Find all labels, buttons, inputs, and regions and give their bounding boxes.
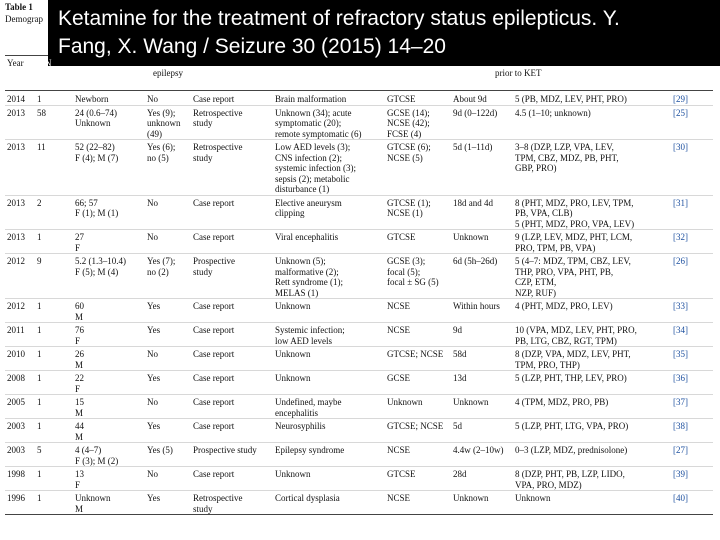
cell-type: GTCSE xyxy=(387,232,416,242)
cell-age: 52 (22–82) F (4); M (7) xyxy=(75,142,119,163)
cell-ref[interactable]: [36] xyxy=(673,373,688,383)
cell-type: GTCSE; NCSE xyxy=(387,421,444,431)
cell-epilepsy: Yes xyxy=(147,301,161,311)
cell-design: Case report xyxy=(193,301,235,311)
cell-epilepsy: No xyxy=(147,349,158,359)
cell-year: 2013 xyxy=(7,107,25,118)
cell-year: 2014 xyxy=(7,94,25,104)
slide-title-line-1: Ketamine for the treatment of refractory status epilepticus. Y. xyxy=(58,7,620,30)
cell-aeds: 8 (DZP, PHT, PB, LZP, LIDO, VPA, PRO, MDZ) xyxy=(515,469,625,490)
cell-aeds: 4 (TPM, MDZ, PRO, PB) xyxy=(515,397,609,407)
cell-etiology: Low AED levels (3); CNS infection (2); systemic infection (3); sepsis (2); metabolic disturbance (1) xyxy=(275,142,356,194)
cell-duration: Unknown xyxy=(453,232,489,242)
table-caption xyxy=(5,1,50,25)
cell-ref[interactable]: [30] xyxy=(673,142,688,152)
cell-duration: Within hours xyxy=(453,301,500,311)
cell-type: GCSE (3); focal (5); focal ± SG (5) xyxy=(387,256,439,287)
cell-age: 60 M xyxy=(75,301,84,322)
table-row xyxy=(5,419,713,443)
cell-type: Unknown xyxy=(387,397,423,407)
cell-type: NCSE xyxy=(387,301,411,311)
cell-age: 5.2 (1.3–10.4) F (5); M (4) xyxy=(75,256,126,277)
table-row xyxy=(5,443,713,467)
table-row xyxy=(5,491,713,515)
cell-age: 4 (4–7) F (3); M (2) xyxy=(75,445,119,466)
cell-etiology: Unknown xyxy=(275,349,311,359)
cell-ref[interactable]: [31] xyxy=(673,197,688,208)
slide-title-line-2: Fang, X. Wang / Seizure 30 (2015) 14–20 xyxy=(58,35,446,58)
cell-duration: 6d (5h–26d) xyxy=(453,256,498,266)
cell-design: Case report xyxy=(193,349,235,359)
cell-age: Unknown M xyxy=(75,493,111,514)
cell-ref[interactable]: [37] xyxy=(673,397,688,407)
table-row xyxy=(5,299,713,323)
cell-age: 26 M xyxy=(75,349,84,370)
cell-etiology: Unknown xyxy=(275,469,311,479)
cell-type: NCSE xyxy=(387,325,411,335)
cell-ref[interactable]: [34] xyxy=(673,325,688,335)
cell-aeds: 5 (LZP, PHT, LTG, VPA, PRO) xyxy=(515,421,629,431)
cell-year: 2013 xyxy=(7,142,25,152)
cell-duration: Unknown xyxy=(453,493,489,503)
table-body xyxy=(5,92,713,515)
cell-epilepsy: No xyxy=(147,232,158,242)
cell-age: 27 F xyxy=(75,232,84,253)
table-row xyxy=(5,347,713,371)
cell-epilepsy: Yes xyxy=(147,373,161,383)
cell-design: Case report xyxy=(193,197,235,208)
cell-aeds: 5 (4–7: MDZ, TPM, CBZ, LEV, THP, PRO, VPA, PHT, PB, CZP, ETM, NZP, RUF) xyxy=(515,256,631,298)
cell-age: 15 M xyxy=(75,397,84,418)
table-caption-text: Demograp xyxy=(5,14,43,24)
cell-design: Case report xyxy=(193,232,235,242)
cell-n: 1 xyxy=(37,493,42,503)
cell-n: 1 xyxy=(37,373,42,383)
cell-aeds: 9 (LZP, LEV, MDZ, PHT, LCM, PRO, TPM, PB, VPA) xyxy=(515,232,633,253)
cell-ref[interactable]: [35] xyxy=(673,349,688,359)
cell-design: Retrospective study xyxy=(193,107,243,128)
cell-n: 1 xyxy=(37,349,42,359)
cell-year: 2003 xyxy=(7,421,25,431)
cell-design: Case report xyxy=(193,373,235,383)
header-prior: prior to KET xyxy=(495,68,542,78)
table-row xyxy=(5,140,713,196)
cell-aeds: 8 (PHT, MDZ, PRO, LEV, TPM, PB, VPA, CLB) 5 (PHT, MDZ, PRO, VPA, LEV) xyxy=(515,197,635,229)
cell-ref[interactable]: [38] xyxy=(673,421,688,431)
header-year: Year xyxy=(7,58,24,68)
cell-etiology: Unknown (34); acute symptomatic (20); remote symptomatic (6) xyxy=(275,107,362,139)
cell-aeds: 4.5 (1–10; unknown) xyxy=(515,107,591,118)
cell-n: 1 xyxy=(37,469,42,479)
cell-age: 76 F xyxy=(75,325,84,346)
cell-n: 1 xyxy=(37,232,42,242)
cell-age: 44 M xyxy=(75,421,84,442)
cell-ref[interactable]: [25] xyxy=(673,107,688,118)
cell-ref[interactable]: [29] xyxy=(673,94,688,104)
cell-epilepsy: Yes xyxy=(147,325,161,335)
cell-year: 2010 xyxy=(7,349,25,359)
cell-ref[interactable]: [33] xyxy=(673,301,688,311)
cell-design: Prospective study xyxy=(193,445,257,455)
cell-etiology: Neurosyphilis xyxy=(275,421,326,431)
cell-aeds: 0–3 (LZP, MDZ, prednisolone) xyxy=(515,445,628,455)
cell-etiology: Epilepsy syndrome xyxy=(275,445,345,455)
cell-age: Newborn xyxy=(75,94,109,104)
cell-ref[interactable]: [40] xyxy=(673,493,688,503)
cell-etiology: Systemic infection; low AED levels xyxy=(275,325,345,346)
cell-aeds: 10 (VPA, MDZ, LEV, PHT, PRO, PB, LTG, CBZ, RGT, TPM) xyxy=(515,325,637,346)
header-n: N of patients xyxy=(45,58,73,88)
cell-ref[interactable]: [26] xyxy=(673,256,688,266)
cell-etiology: Elective aneurysm clipping xyxy=(275,197,342,218)
cell-duration: 9d xyxy=(453,325,462,335)
cell-epilepsy: Yes (6); no (5) xyxy=(147,142,176,163)
cell-design: Prospective study xyxy=(193,256,235,277)
cell-type: NCSE xyxy=(387,493,411,503)
cell-age: 66; 57 F (1); M (1) xyxy=(75,197,119,218)
cell-year: 2008 xyxy=(7,373,25,383)
cell-age: 13 F xyxy=(75,469,84,490)
cell-epilepsy: Yes xyxy=(147,493,161,503)
cell-ref[interactable]: [39] xyxy=(673,469,688,479)
cell-duration: 9d (0–122d) xyxy=(453,107,498,118)
table-row xyxy=(5,395,713,419)
cell-design: Case report xyxy=(193,397,235,407)
cell-design: Case report xyxy=(193,94,235,104)
cell-age: 22 F xyxy=(75,373,84,394)
cell-design: Case report xyxy=(193,421,235,431)
cell-etiology: Unknown xyxy=(275,301,311,311)
table-row xyxy=(5,254,713,299)
demographics-table xyxy=(5,92,713,515)
cell-n: 1 xyxy=(37,325,42,335)
cell-age: 24 (0.6–74) Unknown xyxy=(75,107,117,128)
cell-aeds: 5 (LZP, PHT, THP, LEV, PRO) xyxy=(515,373,627,383)
cell-etiology: Brain malformation xyxy=(275,94,347,104)
cell-n: 11 xyxy=(37,142,46,152)
cell-type: GTCSE; NCSE xyxy=(387,349,444,359)
cell-etiology: Undefined, maybe encephalitis xyxy=(275,397,342,418)
cell-n: 1 xyxy=(37,94,42,104)
cell-n: 58 xyxy=(37,107,46,118)
cell-year: 1996 xyxy=(7,493,25,503)
cell-type: GCSE xyxy=(387,373,411,383)
cell-duration: 58d xyxy=(453,349,467,359)
cell-etiology: Unknown (5); malformative (2); Rett syndrome (1); MELAS (1) xyxy=(275,256,343,298)
cell-n: 1 xyxy=(37,301,42,311)
table-row xyxy=(5,467,713,491)
table-row xyxy=(5,323,713,347)
cell-n: 9 xyxy=(37,256,42,266)
cell-type: GTCSE (6); NCSE (5) xyxy=(387,142,431,163)
cell-year: 2003 xyxy=(7,445,25,455)
cell-type: GCSE (14); NCSE (42); FCSE (4) xyxy=(387,107,430,139)
cell-etiology: Viral encephalitis xyxy=(275,232,339,242)
cell-year: 2005 xyxy=(7,397,25,407)
cell-duration: Unknown xyxy=(453,397,489,407)
cell-etiology: Cortical dysplasia xyxy=(275,493,340,503)
cell-design: Case report xyxy=(193,325,235,335)
cell-design: Retrospective study xyxy=(193,493,243,514)
table-row xyxy=(5,92,713,105)
cell-aeds: 3–8 (DZP, LZP, VPA, LEV, TPM, CBZ, MDZ, PB, PHT, GBP, PRO) xyxy=(515,142,619,173)
cell-n: 1 xyxy=(37,421,42,431)
cell-type: GTCSE xyxy=(387,469,416,479)
slide-title xyxy=(48,0,720,66)
cell-type: GTCSE (1); NCSE (1) xyxy=(387,197,431,218)
cell-epilepsy: No xyxy=(147,469,158,479)
cell-duration: 5d (1–11d) xyxy=(453,142,493,152)
cell-year: 2012 xyxy=(7,301,25,311)
cell-aeds: Unknown xyxy=(515,493,551,503)
cell-design: Retrospective study xyxy=(193,142,243,163)
cell-epilepsy: Yes xyxy=(147,421,161,431)
cell-year: 1998 xyxy=(7,469,25,479)
cell-type: GTCSE xyxy=(387,94,416,104)
table-row xyxy=(5,195,713,230)
cell-ref[interactable]: [32] xyxy=(673,232,688,242)
cell-n: 5 xyxy=(37,445,42,455)
cell-duration: 28d xyxy=(453,469,467,479)
cell-epilepsy: No xyxy=(147,197,158,208)
table-row xyxy=(5,105,713,140)
cell-ref[interactable]: [27] xyxy=(673,445,688,455)
cell-duration: 13d xyxy=(453,373,467,383)
table-label: Table 1 xyxy=(5,2,33,12)
cell-year: 2013 xyxy=(7,232,25,242)
cell-duration: 4.4w (2–10w) xyxy=(453,445,504,455)
cell-aeds: 5 (PB, MDZ, LEV, PHT, PRO) xyxy=(515,94,627,104)
cell-duration: About 9d xyxy=(453,94,487,104)
table-row xyxy=(5,371,713,395)
cell-year: 2013 xyxy=(7,197,25,208)
cell-aeds: 4 (PHT, MDZ, PRO, LEV) xyxy=(515,301,613,311)
cell-epilepsy: Yes (9); unknown (49) xyxy=(147,107,181,139)
cell-etiology: Unknown xyxy=(275,373,311,383)
cell-epilepsy: Yes (5) xyxy=(147,445,173,455)
cell-year: 2011 xyxy=(7,325,25,335)
cell-n: 2 xyxy=(37,197,42,208)
cell-type: NCSE xyxy=(387,445,411,455)
table-row xyxy=(5,230,713,254)
header-epilepsy: epilepsy xyxy=(153,68,183,78)
cell-year: 2012 xyxy=(7,256,25,266)
cell-duration: 18d and 4d xyxy=(453,197,493,208)
cell-epilepsy: No xyxy=(147,94,158,104)
cell-duration: 5d xyxy=(453,421,462,431)
cell-epilepsy: No xyxy=(147,397,158,407)
cell-design: Case report xyxy=(193,469,235,479)
cell-epilepsy: Yes (7); no (2) xyxy=(147,256,176,277)
cell-aeds: 8 (DZP, VPA, MDZ, LEV, PHT, TPM, PRO, THP) xyxy=(515,349,631,370)
cell-n: 1 xyxy=(37,397,42,407)
